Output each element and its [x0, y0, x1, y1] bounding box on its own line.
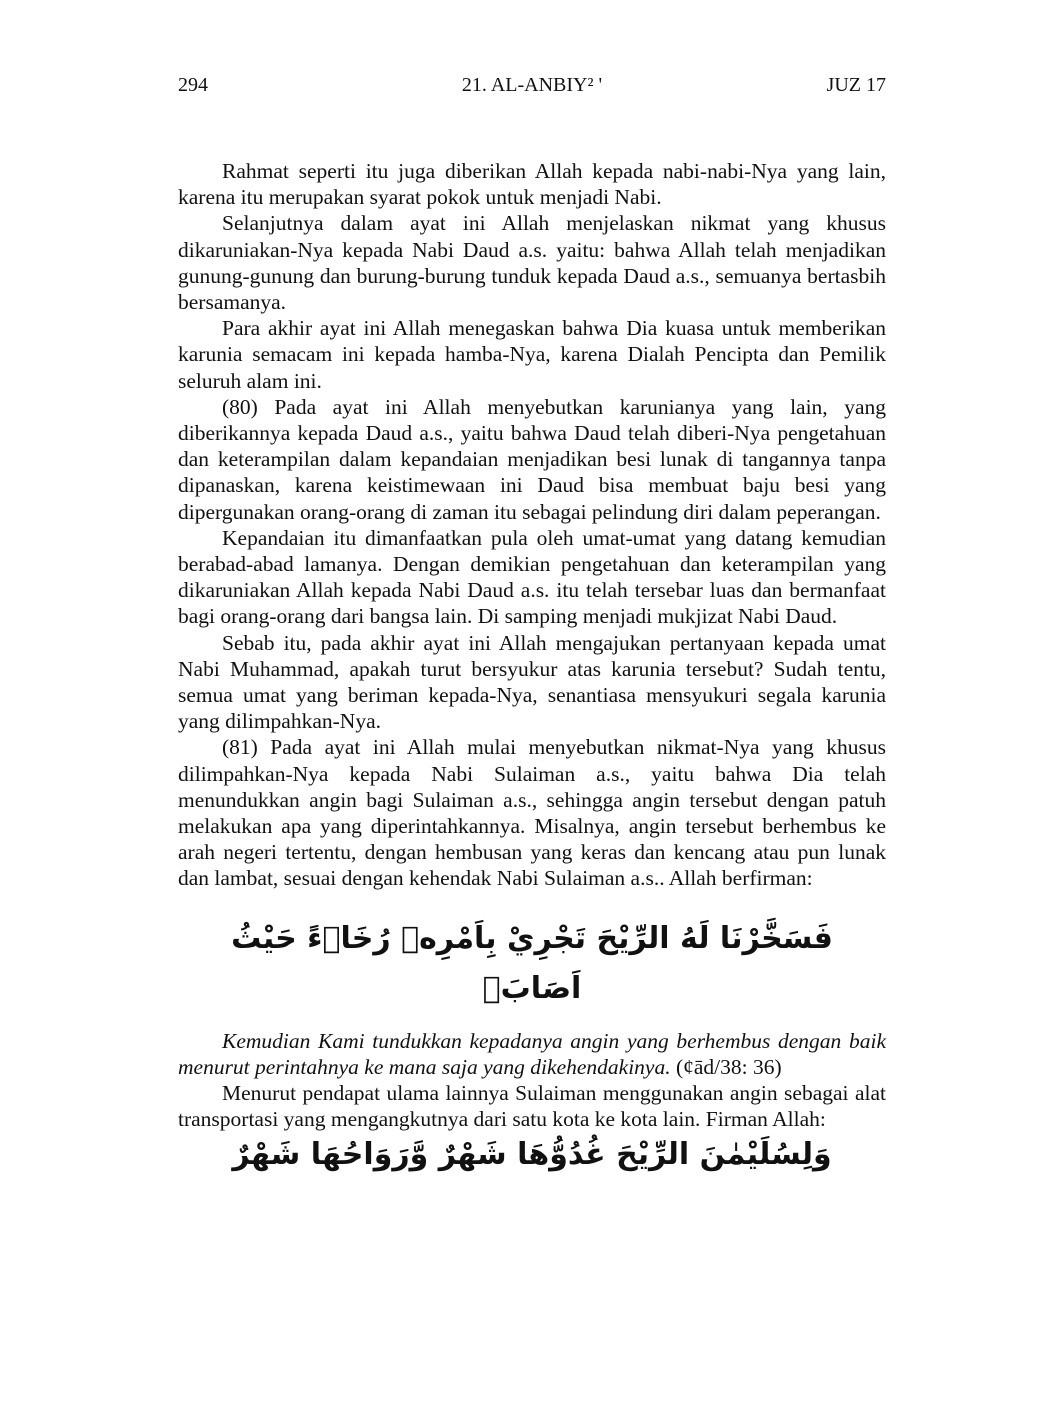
paragraph: (80) Pada ayat ini Allah menyebutkan karunianya yang lain, yang diberikannya kepada Daud a.s., yaitu bahwa Daud telah diberi-Nya pengetahuan dan keterampilan dalam kepandaian menjadikan besi lunak di tangannya tanpa dipanaskan, karena keistimewaan ini Daud bisa membuat baju besi yang dipergunakan orang-orang di zaman itu sebagai pelindung diri dalam peperangan. [178, 394, 886, 524]
main-text [178, 158, 886, 1177]
translation-text: Kemudian Kami tundukkan kepadanya angin yang berhembus dengan baik menurut perintahnya ke mana saja yang dikehendakinya. [178, 1028, 886, 1079]
verse-reference: (¢ād/38: 36) [670, 1054, 782, 1079]
paragraph: Selanjutnya dalam ayat ini Allah menjelaskan nikmat yang khusus dikaruniakan-Nya kepada Nabi Daud a.s. yaitu: bahwa Allah telah menjadikan gunung-gunung dan burung-burung tunduk kepada Daud a.s., semuanya bertasbih bersamanya. [178, 211, 886, 315]
juz-label: JUZ 17 [826, 74, 886, 96]
quran-verse-2: وَلِسُلَيْمٰنَ الرِّيْحَ غُدُوُّهَا شَهْرٌ وَّرَوَاحُهَا شَهْرٌ [232, 1136, 832, 1172]
paragraph: Rahmat seperti itu juga diberikan Allah kepada nabi-nabi-Nya yang lain, karena itu merupakan syarat pokok untuk menjadi Nabi. [178, 159, 886, 210]
paragraph: (81) Pada ayat ini Allah mulai menyebutkan nikmat-Nya yang khusus dilimpahkan-Nya kepada Nabi Sulaiman a.s., yaitu bahwa Dia telah menundukkan angin bagi Sulaiman a.s., sehingga angin tersebut dengan patuh melakukan apa yang diperintahkannya. Misalnya, angin tersebut berhembus ke arah negeri tertentu, dengan hembusan yang keras dan kencang atau pun lunak dan lambat, sesuai dengan kehendak Nabi Sulaiman a.s.. Allah berfirman: [178, 735, 886, 891]
quran-verse-1: فَسَخَّرْنَا لَهُ الرِّيْحَ تَجْرِيْ بِاَمْرِهٖ رُخَاۤءً حَيْثُ اَصَابَۙ [231, 920, 833, 1006]
paragraph: Para akhir ayat ini Allah menegaskan bahwa Dia kuasa untuk memberikan karunia semacam ini kepada hamba-Nya, karena Dialah Pencipta dan Pemilik seluruh alam ini. [178, 316, 886, 393]
page-number: 294 [178, 74, 208, 96]
page-header [178, 74, 886, 104]
verse-translation [178, 1028, 886, 1080]
paragraph: Kepandaian itu dimanfaatkan pula oleh umat-umat yang datang kemudian berabad-abad lamanya. Dengan demikian pengetahuan dan keterampilan yang dikaruniakan Allah kepada Nabi Daud a.s. itu telah tersebar luas dan bermanfaat bagi orang-orang dari bangsa lain. Di samping menjadi mukjizat Nabi Daud. [178, 525, 886, 629]
paragraph: Menurut pendapat ulama lainnya Sulaiman menggunakan angin sebagai alat transportasi yang mengangkutnya dari satu kota ke kota lain. Firman Allah: [178, 1081, 886, 1132]
surah-title: 21. AL-ANBIY² ' [461, 74, 603, 96]
paragraph: Sebab itu, pada akhir ayat ini Allah mengajukan pertanyaan kepada umat Nabi Muhammad, apakah turut bersyukur atas karunia tersebut? Sudah tentu, semua umat yang beriman kepada-Nya, senantiasa mensyukuri segala karunia yang dilimpahkan-Nya. [178, 630, 886, 734]
